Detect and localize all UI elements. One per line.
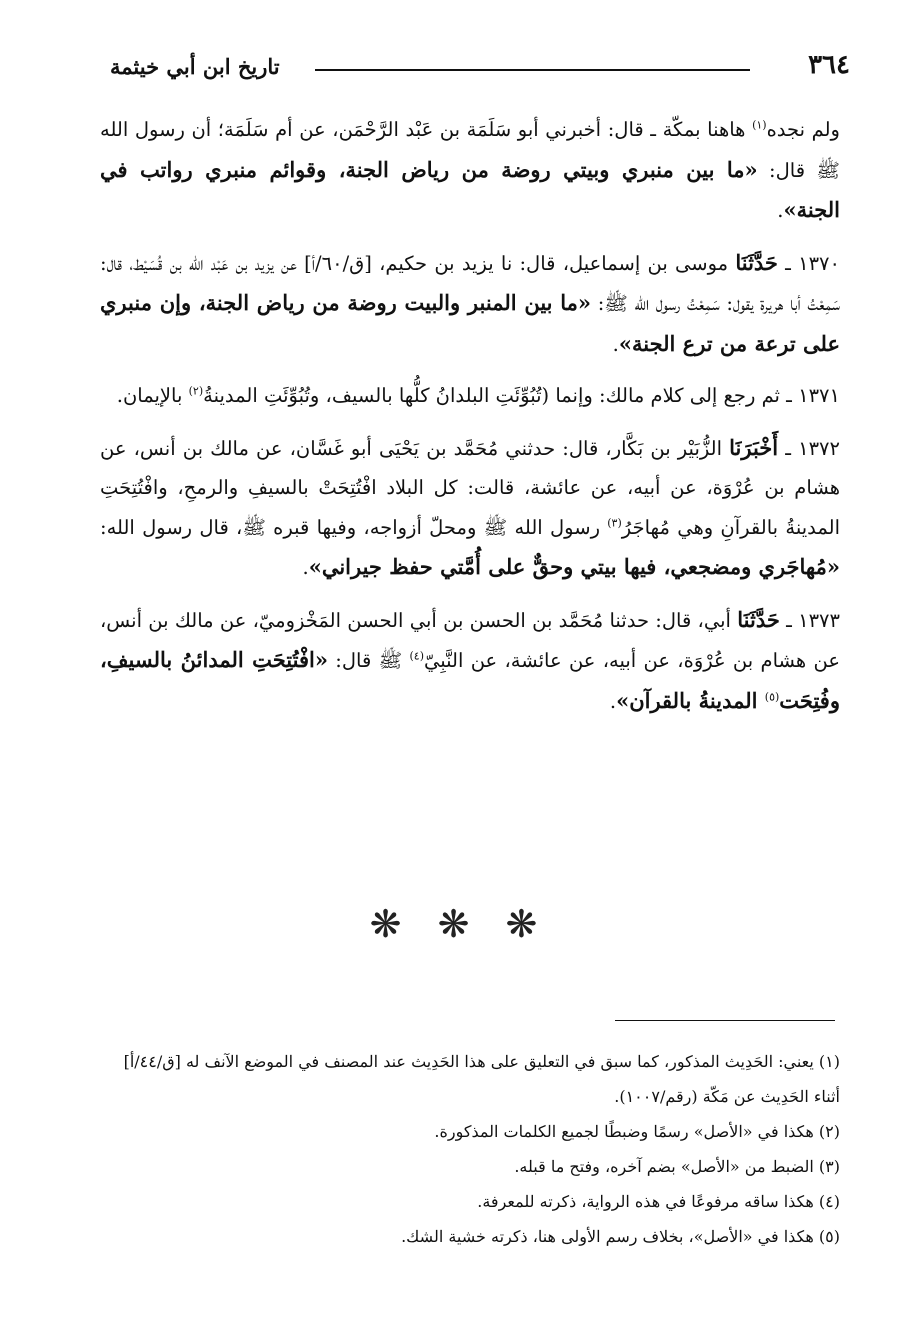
body-text: ﷺ قال: (327, 649, 410, 672)
footnote: (١) يعني: الحَدِيث المذكور، كما سبق في التعليق على هذا الحَدِيث عند المصنف في الموضع الآنف له [ق/٤٤/أ] أثناء الحَدِيث عن مَكّة (رقم/١٠٠٧). (123, 1052, 840, 1106)
body-text: الزُّبَيْر بن بَكَّار، قال: حدثني مُحَمَّد بن يَحْيَى أبو غَسَّان، عن مالك بن أنس، عن هشام بن عُرْوَة، عن أبيه، عن عائشة، قالت: كل البلاد افْتُتِحَتْ بالسيفِ والرمحِ، وافْتُتِحَتِ المدينةُ بالقرآنِ وهي مُهاجَرُ (100, 436, 840, 539)
paragraph (100, 376, 840, 416)
body-text: . (302, 556, 309, 579)
body-text: ١٣٧٢ ـ (778, 436, 840, 460)
page-number: ٣٦٤ (808, 50, 850, 80)
emphasized-text: المدينةُ بالقرآن» (616, 687, 765, 713)
body-text: ١٣٧١ ـ ثم رجع إلى كلام مالك: وإنما (تُبُوِّئَتِ البلدانُ كلُّها بالسيف، وتُبُوِّئَتِ المدينةُ (203, 384, 840, 407)
body-text: بالإيمان. (116, 384, 189, 407)
body-text: ١٣٧٠ ـ (777, 251, 840, 275)
footnote: (٥) هكذا في «الأصل»، بخلاف رسم الأولى هنا، ذكرته خشية الشك. (401, 1227, 840, 1246)
page-header (110, 50, 850, 90)
body-text: . (609, 689, 617, 713)
body-text: . (612, 332, 619, 356)
header-rule (315, 69, 750, 71)
emphasized-text: حَدَّثَنَا (737, 606, 780, 632)
emphasized-text: أَخْبَرَنَا (729, 434, 779, 460)
ornament-divider: ❋ ❋ ❋ (369, 902, 550, 946)
footnote-marker: (١) (752, 118, 767, 132)
emphasized-text: «افْتُتِحَتِ المدائنُ بالسيفِ، وفُتِحَت (100, 647, 840, 713)
main-text (100, 110, 840, 733)
running-title: تاريخ ابن أبي خيثمة (110, 54, 280, 79)
body-text: أبي، قال: حدثنا مُحَمَّد بن الحسن بن أبي الحسن المَخْزوميّ، عن مالك بن أنس، عن هشام بن عُرْوَة، عن أبيه، عن عائشة، عن النَّبِيّ (100, 608, 841, 672)
paragraph (100, 600, 840, 722)
body-text: . (777, 199, 784, 222)
footnotes (100, 1044, 840, 1254)
paragraph (100, 243, 840, 365)
body-text: ولم نجده (766, 118, 840, 141)
emphasized-text: «مُهاجَري ومضجعي، فيها بيتي وحقٌّ على أُمَّتي حفظ جيراني» (308, 554, 840, 579)
emphasized-text: حَدَّثَنَا (735, 249, 778, 275)
footnote: (٤) هكذا ساقه مرفوعًا في هذه الرواية، ذكرته للمعرفة. (477, 1192, 840, 1211)
footnote-marker: (٢) (188, 384, 204, 398)
paragraph (100, 110, 840, 231)
footnote-marker: (٤) (409, 649, 424, 663)
body-text: رسول الله ﷺ ومحلّ أزواجه، وفيها قبره ﷺ، قال رسول الله: (100, 515, 608, 539)
body-text: هاهنا بمكّة ـ قال: أخبرني أبو سَلَمَة بن عَبْد الرَّحْمَن، عن أم سَلَمَة؛ أن رسول الله ﷺ قال: (100, 118, 840, 182)
footnote: (٢) هكذا في «الأصل» رسمًا وضبطًا لجميع الكلمات المذكورة. (434, 1122, 840, 1141)
footnote: (٣) الضبط من «الأصل» بضم آخره، وفتح ما قبله. (514, 1157, 840, 1176)
footnote-marker: (٣) (607, 516, 622, 529)
emphasized-text: «ما بين المنبر والبيت روضة من رياض الجنة، وإن منبري على ترعة من ترع الجنة» (100, 290, 840, 356)
body-text: موسى بن إسماعيل، قال: نا يزيد بن حكيم، [ق/٦٠/أ] عن يزيد بن عَبْد الله بن قُسَيْط، قال: سَمِعْتُ أبا هريرة يقول: سَمِعْتُ رسول الله ﷺ: (100, 251, 840, 315)
emphasized-text: «ما بين منبري وبيتي روضة من رياض الجنة، وقوائم منبري رواتب في الجنة» (100, 156, 840, 222)
body-text: ١٣٧٣ ـ (779, 608, 840, 632)
footnote-rule (615, 1020, 835, 1021)
footnote-marker: (٥) (764, 690, 780, 703)
paragraph (100, 428, 840, 588)
